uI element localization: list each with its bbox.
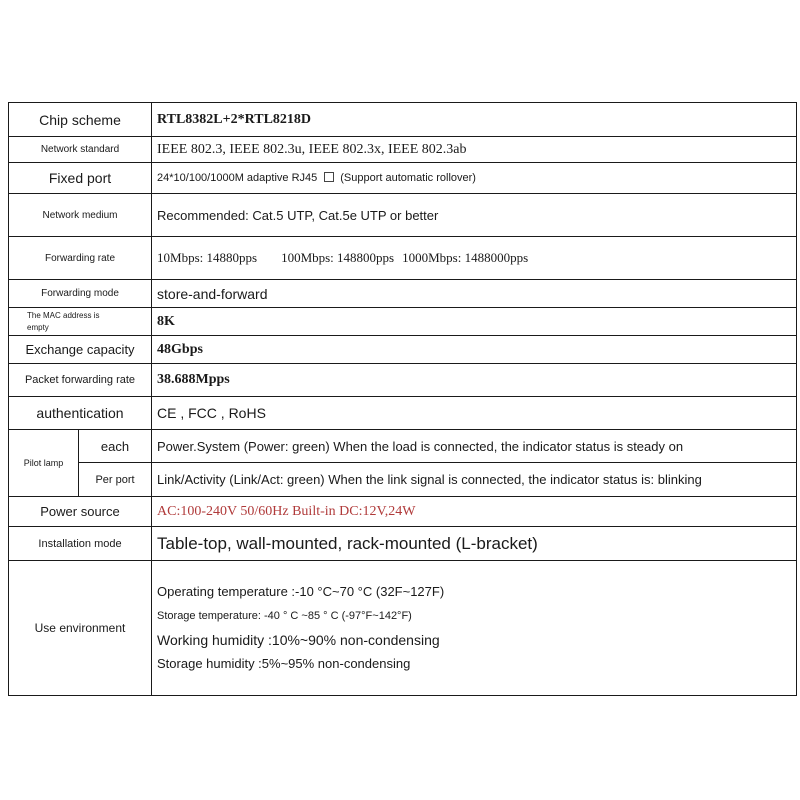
fixed-port-suffix: (Support automatic rollover) bbox=[340, 172, 476, 184]
storage-humidity: Storage humidity :5%~95% non-condensing bbox=[157, 656, 411, 671]
use-environment-value bbox=[152, 561, 797, 696]
forwarding-rate-1000m: 1000Mbps: 1488000pps bbox=[402, 250, 529, 265]
mac-address-value: 8K bbox=[152, 308, 797, 336]
network-standard-value: IEEE 802.3, IEEE 802.3u, IEEE 802.3x, IEEE 802.3ab bbox=[152, 137, 797, 163]
exchange-capacity-label: Exchange capacity bbox=[9, 336, 152, 364]
pilot-port-label: Per port bbox=[79, 463, 152, 497]
table-row bbox=[9, 163, 797, 194]
table-row bbox=[9, 194, 797, 237]
fixed-port-label: Fixed port bbox=[9, 163, 152, 194]
checkbox-icon bbox=[324, 172, 334, 182]
table-row bbox=[9, 280, 797, 308]
spec-table bbox=[8, 102, 797, 696]
pilot-each-value: Power.System (Power: green) When the load is connected, the indicator status is steady on bbox=[152, 430, 797, 463]
mac-address-label bbox=[9, 308, 152, 336]
authentication-label: authentication bbox=[9, 397, 152, 430]
forwarding-rate-label: Forwarding rate bbox=[9, 237, 152, 280]
installation-mode-label: Installation mode bbox=[9, 527, 152, 561]
table-row bbox=[9, 364, 797, 397]
forwarding-rate-value bbox=[152, 237, 797, 280]
authentication-value: CE , FCC , RoHS bbox=[152, 397, 797, 430]
forwarding-mode-value: store-and-forward bbox=[152, 280, 797, 308]
table-row bbox=[9, 430, 797, 463]
fixed-port-text: 24*10/100/1000M adaptive RJ45 bbox=[157, 172, 318, 184]
table-row bbox=[9, 497, 797, 527]
power-source-label: Power source bbox=[9, 497, 152, 527]
power-source-value: AC:100-240V 50/60Hz Built-in DC:12V,24W bbox=[152, 497, 797, 527]
mac-address-label-text: The MAC address is empty bbox=[27, 310, 100, 332]
table-row bbox=[9, 237, 797, 280]
network-standard-label: Network standard bbox=[9, 137, 152, 163]
pilot-lamp-label: Pilot lamp bbox=[9, 430, 79, 497]
packet-forwarding-rate-value: 38.688Mpps bbox=[152, 364, 797, 397]
use-environment-label: Use environment bbox=[9, 561, 152, 696]
working-humidity: Working humidity :10%~90% non-condensing bbox=[157, 632, 440, 648]
table-row bbox=[9, 137, 797, 163]
table-row bbox=[9, 336, 797, 364]
forwarding-rate-100m: 100Mbps: 148800pps bbox=[281, 250, 395, 265]
forwarding-rate-10m: 10Mbps: 14880pps bbox=[157, 250, 258, 265]
table-row bbox=[9, 308, 797, 336]
network-medium-value: Recommended: Cat.5 UTP, Cat.5e UTP or better bbox=[152, 194, 797, 237]
operating-temperature: Operating temperature :-10 °C~70 °C (32F~127F) bbox=[157, 584, 445, 599]
installation-mode-value: Table-top, wall-mounted, rack-mounted (L-bracket) bbox=[152, 527, 797, 561]
chip-scheme-value: RTL8382L+2*RTL8218D bbox=[152, 103, 797, 137]
chip-scheme-label: Chip scheme bbox=[9, 103, 152, 137]
table-row bbox=[9, 103, 797, 137]
exchange-capacity-value: 48Gbps bbox=[152, 336, 797, 364]
table-row bbox=[9, 561, 797, 696]
table-row bbox=[9, 397, 797, 430]
fixed-port-value bbox=[152, 163, 797, 194]
table-row bbox=[9, 463, 797, 497]
pilot-port-value: Link/Activity (Link/Act: green) When the link signal is connected, the indicator status is: blinking bbox=[152, 463, 797, 497]
network-medium-label: Network medium bbox=[9, 194, 152, 237]
pilot-each-label: each bbox=[79, 430, 152, 463]
table-row bbox=[9, 527, 797, 561]
forwarding-mode-label: Forwarding mode bbox=[9, 280, 152, 308]
storage-temperature: Storage temperature: -40 ° C ~85 ° C (-97°F~142°F) bbox=[157, 610, 412, 622]
packet-forwarding-rate-label: Packet forwarding rate bbox=[9, 364, 152, 397]
